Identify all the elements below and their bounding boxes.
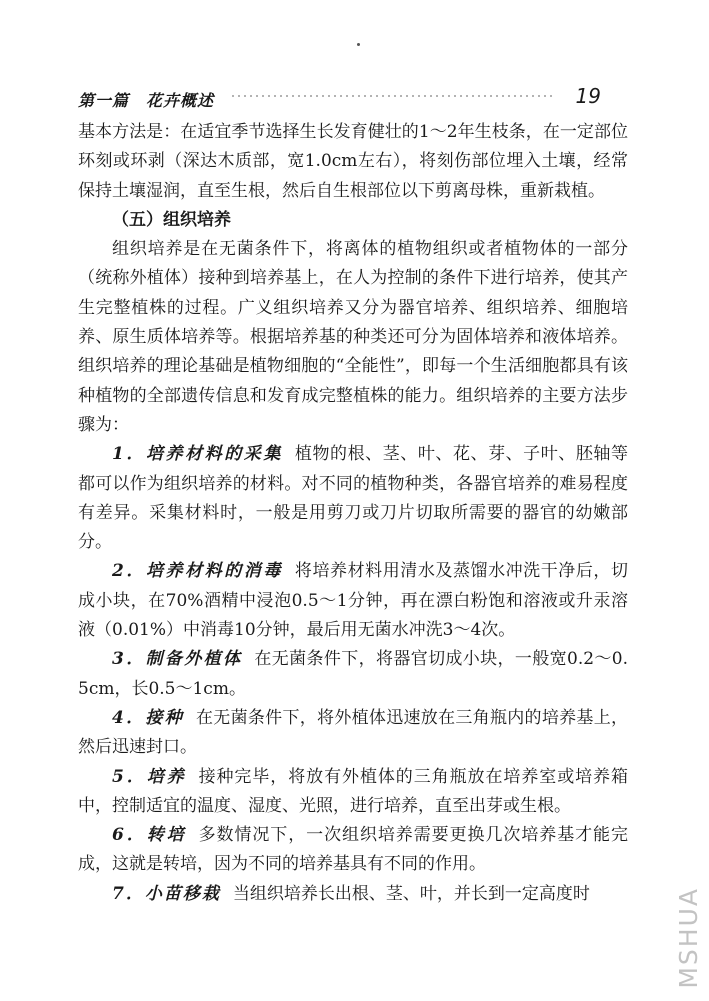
step-title: 3．制备外植体 (112, 649, 243, 670)
step-paragraph (78, 557, 628, 645)
step-title: 6．转培 (112, 825, 187, 846)
paragraph-layering-end: 基本方法是：在适宜季节选择生长发育健壮的1～2年生枝条，在一定部位环刻或环剥（深达木质部，宽1.0cm左右），将刻伤部位埋入土壤，经常保持土壤湿润，直至生根，然后自生根部位以下剪离母株，重新栽植。 (78, 122, 628, 201)
step-title: 2．培养材料的消毒 (112, 561, 283, 582)
step-title: 5．培养 (112, 766, 187, 787)
running-header (78, 86, 603, 112)
section-heading: （五）组织培养 (112, 209, 231, 230)
step-text: 多数情况下，一次组织培养需要更换几次培养基才能完成，这就是转培，因为不同的培养基具有不同的作用。 (78, 825, 628, 875)
step-paragraph (78, 704, 628, 763)
watermark-text: MSHUA (674, 887, 703, 989)
step-text: 接种完毕，将放有外植体的三角瓶放在培养室或培养箱中，控制适宜的温度、湿度、光照，进行培养，直至出芽或生根。 (78, 766, 628, 816)
step-title: 4．接种 (112, 707, 184, 728)
step-paragraph (78, 880, 628, 909)
scan-speck (357, 43, 360, 46)
paragraph-tissue-culture-intro: 组织培养是在无菌条件下，将离体的植物组织或者植物体的一部分（统称外植体）接种到培养基上，在人为控制的条件下进行培养，使其产生完整植株的过程。广义组织培养又分为器官培养、组织培养、细胞培养、原生质体培养等。根据培养基的种类还可分为固体培养和液体培养。组织培养的理论基础是植物细胞的“全能性”，即每一个生活细胞都具有该种植物的全部遗传信息和发育成完整植株的能力。组织培养的主要方法步骤为： (78, 239, 628, 435)
step-paragraph (78, 821, 628, 880)
step-title: 1．培养材料的采集 (112, 444, 283, 465)
header-dot-leader (230, 92, 552, 100)
step-text: 在无菌条件下，将器官切成小块，一般宽0.2～0.5cm，长0.5～1cm。 (78, 649, 628, 699)
chapter-title: 第一篇 花卉概述 (78, 91, 215, 110)
step-text: 将培养材料用清水及蒸馏水冲洗干净后，切成小块，在70%酒精中浸泡0.5～1分钟，再在漂白粉饱和溶液或升汞溶液（0.01%）中消毒10分钟，最后用无菌水冲洗3～4次。 (78, 561, 628, 641)
page-number: 19 (575, 84, 601, 108)
step-paragraph (78, 763, 628, 822)
step-text: 植物的根、茎、叶、花、芽、子叶、胚轴等都可以作为组织培养的材料。对不同的植物种类，各器官培养的难易程度有差异。采集材料时，一般是用剪刀或刀片切取所需要的器官的幼嫩部分。 (78, 444, 628, 553)
step-paragraph (78, 440, 628, 557)
body-text (78, 118, 628, 909)
step-paragraph (78, 645, 628, 704)
step-title: 7．小苗移栽 (112, 883, 221, 904)
step-text: 在无菌条件下，将外植体迅速放在三角瓶内的培养基上，然后迅速封口。 (78, 707, 628, 758)
step-text: 当组织培养长出根、茎、叶，并长到一定高度时 (232, 883, 590, 904)
